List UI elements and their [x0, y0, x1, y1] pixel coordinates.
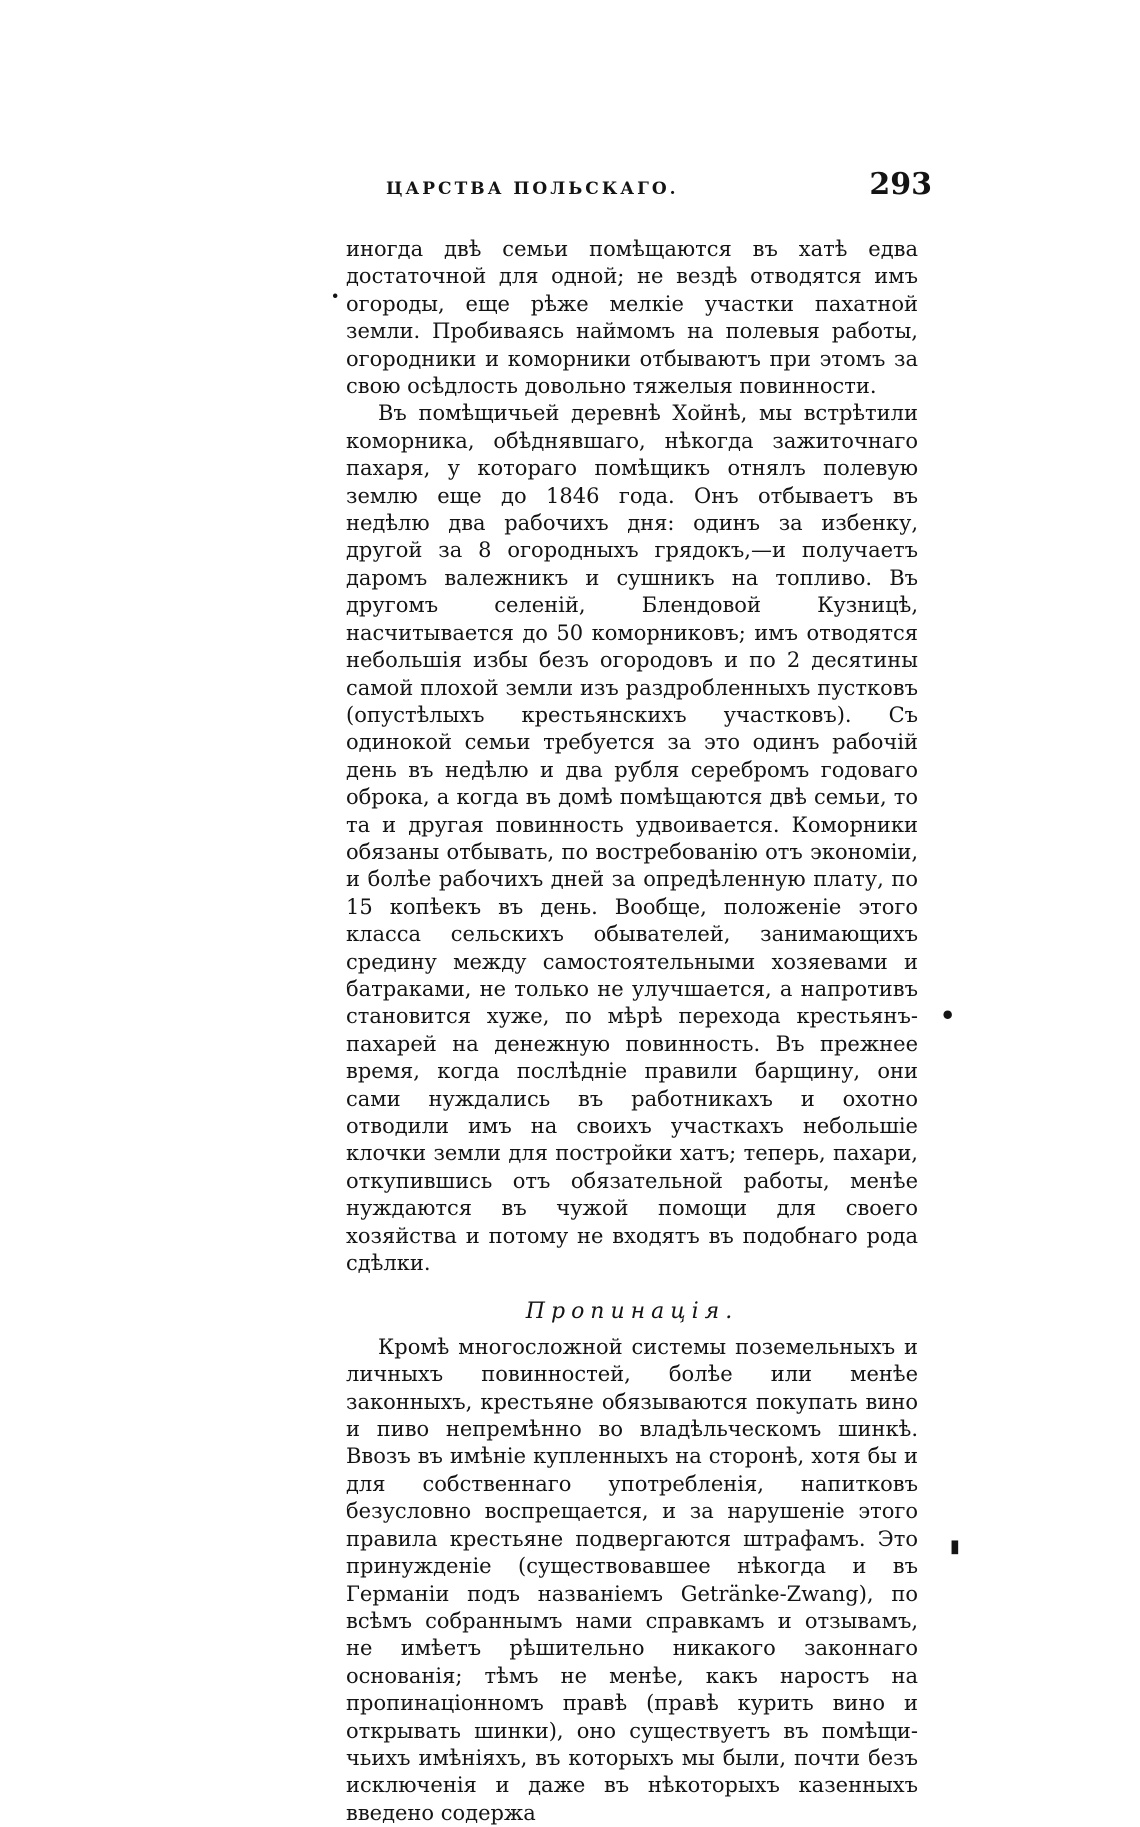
running-head: ЦАРСТВА ПОЛЬСКАГО. [386, 179, 679, 199]
text-block [346, 236, 918, 1827]
paragraph-1: иногда двѣ семьи помѣщаются въ хатѣ едва достаточной для одной; не вездѣ отводятся имъ огороды, еще рѣже мелкіе участки пахатной земли. Пробиваясь наймомъ на полевыя работы, огородники и коморники отбываютъ при этомъ за свою осѣдлость довольно тяжелыя повинности. [346, 237, 918, 399]
paragraph-2: Въ помѣщичьей деревнѣ Хойнѣ, мы встрѣтили коморника, обѣднявшаго, нѣкогда зажиточнаго пахаря, у котораго помѣщикъ отнялъ полевую землю еще до 1846 года. Онъ отбываетъ въ недѣлю два рабочихъ дня: одинъ за избенку, другой за 8 огородныхъ грядокъ,—и получаетъ даромъ валежникъ и сушникъ на топливо. Въ другомъ селеній, Блендовой Кузницѣ, насчитывается до 50 коморниковъ; имъ отводятся небольшія избы безъ огородовъ и по 2 десятины самой плохой земли изъ раздробленныхъ пустковъ (опустѣлыхъ крестьянскихъ участковъ). Съ одинокой семьи требуется за это одинъ рабочій день въ недѣлю и два рубля серебромъ годоваго оброка, а когда въ домѣ помѣщаются двѣ семьи, то та и другая повинность удвоивается. Коморники обязаны отбывать, по востребованію отъ экономіи, и болѣе рабочихъ дней за опредѣленную плату, по 15 копѣекъ въ день. Вообще, положеніе этого класса сельскихъ обывателей, занимающихъ средину между самостоятельными хозяевами и батраками, не только не улучшается, а напротивъ становится хуже, по мѣрѣ перехода крестьянъ-пахарей на денежную повинность. Въ прежнее время, когда послѣдніе правили барщину, они сами нуждались въ работникахъ и охотно отводили имъ на своихъ участкахъ небольшіе клочки земли для постройки хатъ; теперь, пахари, откупившись отъ обязательной работы, менѣе нуждаются въ чужой помощи для своего хозяйства и потому не входятъ въ подобнаго рода сдѣлки. [346, 401, 918, 1276]
margin-dot-mark: ▮ [950, 1536, 960, 1557]
page-number: 293 [869, 167, 932, 202]
page-header [320, 163, 932, 207]
paragraph-3: Кромѣ многосложной системы поземельныхъ и личныхъ повинностей, болѣе или менѣе законныхъ, крестьяне обязываются покупать вино и пиво непремѣнно во владѣльческомъ шинкѣ. Ввозъ въ имѣніе купленныхъ на сторонѣ, хотя бы и для собственнаго употребленія, напитковъ безусловно воспрещается, и за нарушеніе этого правила крестьяне подвергаются штрафамъ. Это принужденіе (существовавшее нѣкогда и въ Германіи подъ названіемъ Getränke-Zwang), по всѣмъ собраннымъ нами справкамъ и отзывамъ, не имѣетъ рѣшительно никакого законнаго основанія; тѣмъ не менѣе, какъ наростъ на пропинаціонномъ правѣ (правѣ курить вино и открывать шинки), оно существуетъ въ помѣщичьихъ имѣніяхъ, въ которыхъ мы были, почти безъ исключенія и даже въ нѣкоторыхъ казенныхъ введено содержа [346, 1334, 918, 1825]
section-heading: Пропинація. [525, 1299, 739, 1325]
margin-dot-mark: • [940, 1001, 956, 1030]
margin-dot-mark: · [331, 281, 340, 310]
